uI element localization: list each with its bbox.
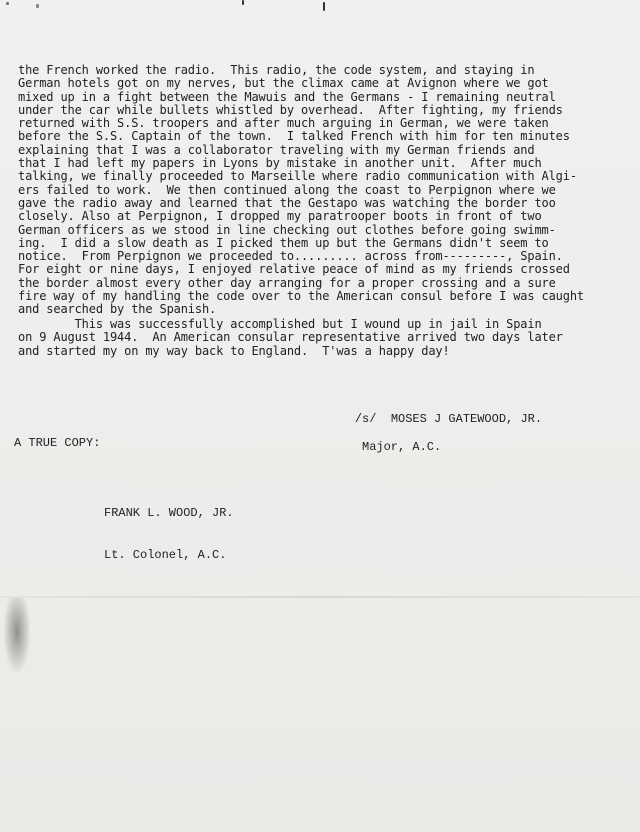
text-line: For eight or nine days, I enjoyed relative peace of mind as my friends crossed <box>18 262 570 277</box>
text-line: under the car while bullets whistled by overhead. After fighting, my friends <box>18 102 563 117</box>
paper-fold-line <box>0 596 640 598</box>
text-line: returned with S.S. troopers and after much arguing in German, we were taken <box>18 116 549 131</box>
text-line: This was successfully accomplished but I wound up in jail in Spain <box>18 317 542 331</box>
text-line: ers failed to work. We then continued along the coast to Perpignon where we <box>18 182 556 197</box>
text-line: on 9 August 1944. An American consular representative arrived two days later <box>18 330 563 345</box>
letter-paragraph-2 <box>18 318 618 358</box>
text-line: gave the radio away and learned that the Gestapo was watching the border too <box>18 195 556 210</box>
text-line: closely. Also at Perpignon, I dropped my paratrooper boots in front of two <box>18 209 542 224</box>
text-line: talking, we finally proceeded to Marseille where radio communication with Algi- <box>18 169 577 184</box>
text-line: notice. From Perpignon we proceeded to......... across from---------, Spain. <box>18 249 563 264</box>
ink-smudge <box>4 598 30 672</box>
text-line: mixed up in a fight between the Mawuis and the Germans - I remaining neutral <box>18 89 556 104</box>
letter-paragraph-1 <box>18 64 618 317</box>
corner-speck <box>6 2 9 5</box>
corner-speck <box>36 4 39 8</box>
signature-name: /s/ MOSES J GATEWOOD, JR. <box>354 412 543 426</box>
certifier-name: FRANK L. WOOD, JR. <box>104 506 234 520</box>
certifier-rank: Lt. Colonel, A.C. <box>104 548 227 562</box>
text-line: German officers as we stood in line checking out clothes before going swimm- <box>18 222 556 237</box>
text-line: and searched by the Spanish. <box>18 302 217 317</box>
text-line: before the S.S. Captain of the town. I talked French with him for ten minutes <box>18 129 570 144</box>
signature-rank: Major, A.C. <box>362 440 442 454</box>
text-line: that I had left my papers in Lyons by mistake in another unit. After much <box>18 156 542 171</box>
signature-block <box>326 398 542 482</box>
true-copy-label: A TRUE COPY: <box>14 436 101 450</box>
text-line: the border almost every other day arranging for a proper crossing and a sure <box>18 275 556 290</box>
certifier-block <box>104 478 234 590</box>
text-line: ing. I did a slow death as I picked them up but the Germans didn't seem to <box>18 235 549 250</box>
text-line: and started my on my way back to England. T'was a happy day! <box>18 343 450 358</box>
top-mark <box>323 2 325 11</box>
text-line: explaining that I was a collaborator traveling with my German friends and <box>18 142 535 157</box>
text-line: German hotels got on my nerves, but the climax came at Avignon where we got <box>18 76 549 91</box>
text-line: fire way of my handling the code over to the American consul before I was caught <box>18 289 584 304</box>
top-mark <box>242 0 244 5</box>
text-line: the French worked the radio. This radio, the code system, and staying in <box>18 63 535 77</box>
